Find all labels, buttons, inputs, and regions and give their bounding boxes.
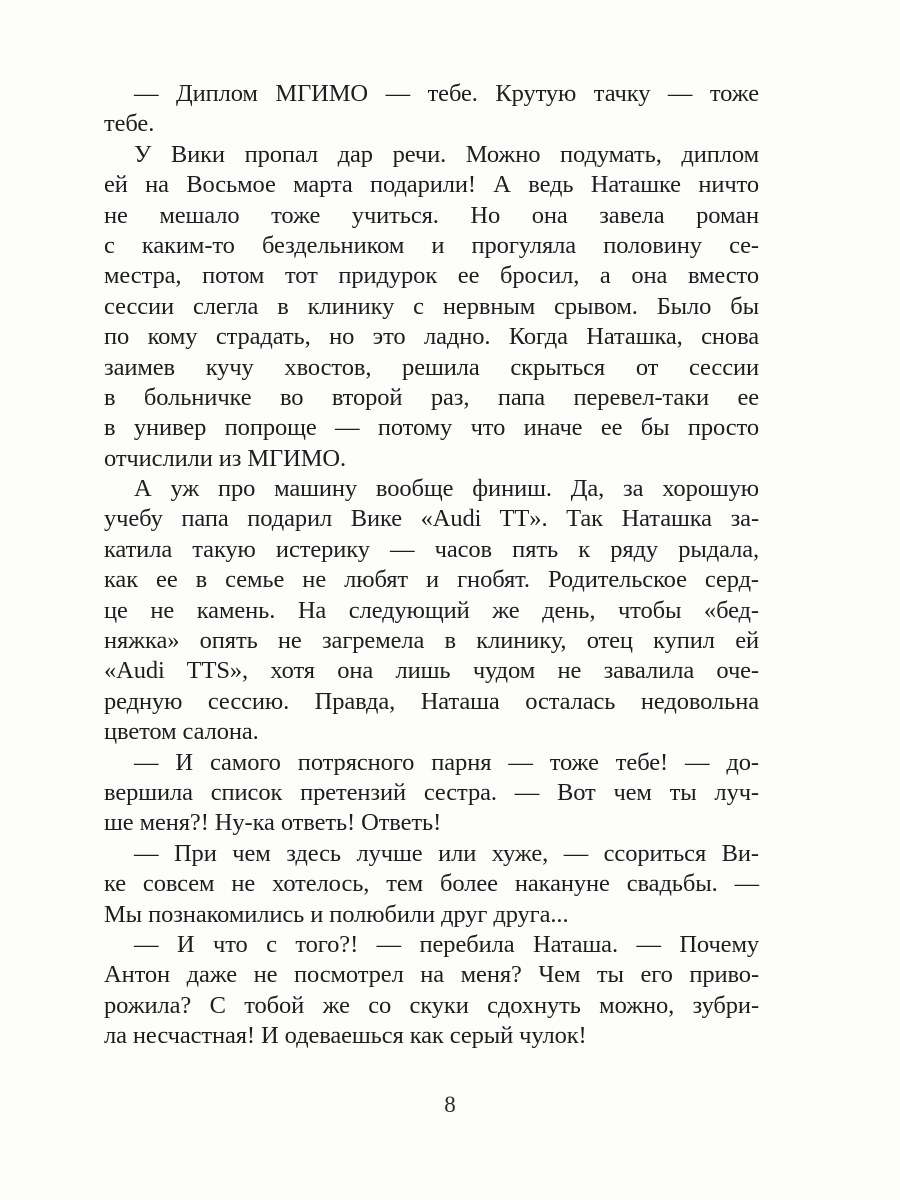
text-line: рожила? С тобой же со скуки сдохнуть можно, зубри-	[104, 991, 759, 1019]
text-line: катила такую истерику — часов пять к ряду рыдала,	[104, 535, 759, 563]
text-line: не мешало тоже учиться. Но она завела роман	[104, 201, 759, 229]
text-line: местра, потом тот придурок ее бросил, а она вместо	[104, 262, 759, 290]
text-line: «Audi TTS», хотя она лишь чудом не завалила оче-	[104, 657, 759, 685]
text-line: А уж про машину вообще финиш. Да, за хорошую	[134, 475, 759, 503]
text-line: с каким-то бездельником и прогуляла половину се-	[104, 231, 759, 259]
text-line: ше меня?! Ну-ка ответь! Ответь!	[104, 809, 442, 837]
text-line: ке совсем не хотелось, тем более накануне свадьбы. —	[104, 870, 759, 898]
text-line: в универ попроще — потому что иначе ее бы просто	[104, 414, 759, 442]
body-text	[104, 79, 759, 1052]
text-line: вершила список претензий сестра. — Вот чем ты луч-	[104, 778, 759, 806]
text-line: сессии слегла в клинику с нервным срывом. Было бы	[104, 292, 759, 320]
text-line: — Диплом МГИМО — тебе. Крутую тачку — тоже	[134, 80, 759, 107]
text-line: ла несчастная! И одеваешься как серый чулок!	[104, 1022, 587, 1050]
text-line: У Вики пропал дар речи. Можно подумать, диплом	[134, 140, 759, 168]
text-line: редную сессию. Правда, Наташа осталась недовольна	[104, 687, 759, 715]
text-line: це не камень. На следующий же день, чтобы «бед-	[104, 596, 759, 624]
text-line: как ее в семье не любят и гнобят. Родительское серд-	[104, 566, 759, 594]
text-line: — При чем здесь лучше или хуже, — ссориться Ви-	[134, 839, 759, 867]
text-line: Мы познакомились и полюбили друг друга...	[104, 900, 569, 928]
text-line: — И самого потрясного парня — тоже тебе! — до-	[134, 748, 759, 776]
text-line: Антон даже не посмотрел на меня? Чем ты его приво-	[104, 961, 759, 989]
text-line: в больничке во второй раз, папа перевел-таки ее	[104, 383, 759, 411]
text-line: заимев кучу хвостов, решила скрыться от сессии	[104, 353, 759, 381]
page-number: 8	[444, 1092, 456, 1117]
text-line: — И что с того?! — перебила Наташа. — Почему	[134, 930, 759, 958]
text-line: ей на Восьмое марта подарили! А ведь Наташке ничто	[104, 171, 759, 199]
text-line: по кому страдать, но это ладно. Когда Наташка, снова	[104, 323, 759, 351]
text-line: цветом салона.	[104, 718, 259, 746]
text-line: учебу папа подарил Вике «Audi TT». Так Наташка за-	[104, 505, 759, 533]
text-line: отчислили из МГИМО.	[104, 444, 346, 472]
text-line: тебе.	[104, 110, 155, 138]
text-line: няжка» опять не загремела в клинику, отец купил ей	[104, 627, 759, 655]
